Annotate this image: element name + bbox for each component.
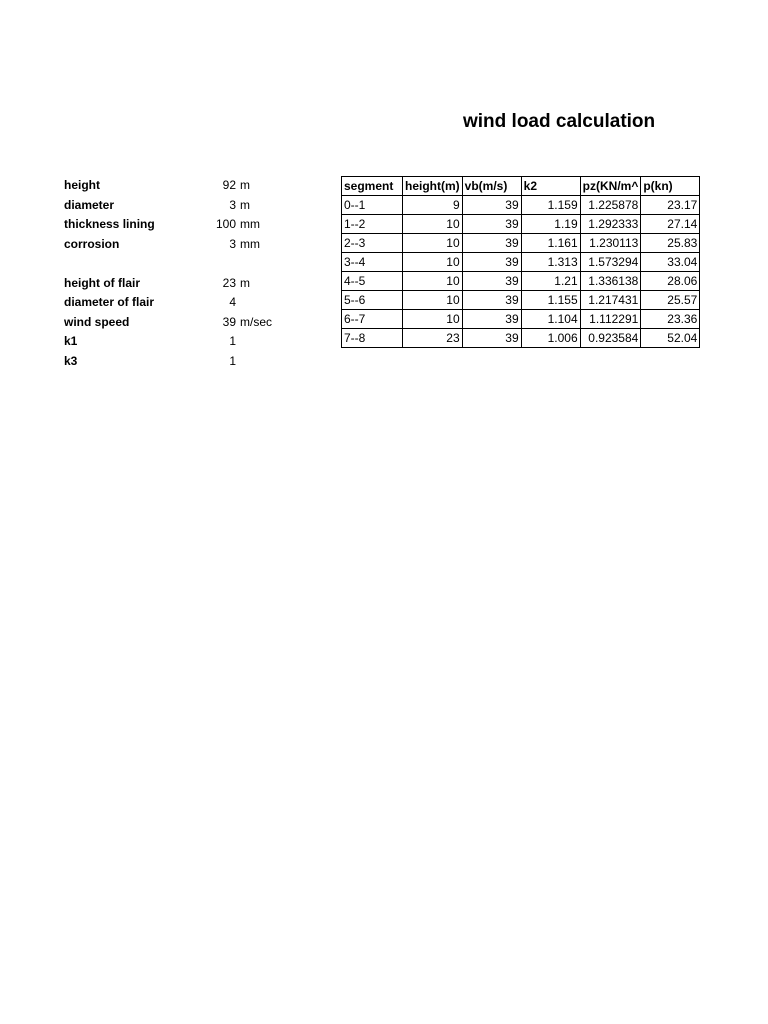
column-header: p(kn) (641, 177, 700, 196)
table-row (342, 234, 700, 253)
table-cell: 1.573294 (580, 253, 641, 272)
table-cell: 39 (462, 234, 521, 253)
table-cell: 10 (403, 291, 463, 310)
param-label: height (64, 178, 100, 192)
param-value: 23 (222, 275, 236, 290)
table-cell: 0.923584 (580, 329, 641, 348)
param-value: 3 (229, 197, 236, 212)
table-cell: 1.292333 (580, 215, 641, 234)
param-value: 1 (229, 334, 236, 348)
table-cell: 1.159 (521, 196, 580, 215)
table-cell: 1.006 (521, 329, 580, 348)
column-header: height(m) (403, 177, 463, 196)
table-cell: 10 (403, 234, 463, 253)
table-cell: 39 (462, 291, 521, 310)
table-cell: 0--1 (342, 196, 403, 215)
table-cell: 4--5 (342, 272, 403, 291)
param-unit: m/sec (240, 314, 273, 329)
table-cell: 1.104 (521, 310, 580, 329)
param-label: k1 (64, 334, 78, 348)
table-cell: 23 (403, 329, 463, 348)
param-unit: mm (240, 217, 260, 231)
table-row (342, 215, 700, 234)
param-unit: mm (240, 236, 260, 251)
param-unit: m (240, 275, 250, 290)
table-cell: 28.06 (641, 272, 700, 291)
table-row (342, 329, 700, 348)
table-cell: 23.17 (641, 196, 700, 215)
table-cell: 1.21 (521, 272, 580, 291)
table-cell: 3--4 (342, 253, 403, 272)
table-cell: 39 (462, 272, 521, 291)
table-cell: 1--2 (342, 215, 403, 234)
param-unit: m (240, 197, 250, 212)
column-header: pz(KN/m^ (580, 177, 641, 196)
param-label: height of flair (64, 275, 140, 290)
param-value: 3 (229, 236, 236, 251)
param-label: wind speed (64, 314, 130, 329)
table-cell: 39 (462, 329, 521, 348)
segment-table (341, 176, 700, 348)
param-label: diameter of flair (64, 295, 155, 309)
table-cell: 9 (403, 196, 463, 215)
table-row (342, 272, 700, 291)
column-header: vb(m/s) (462, 177, 521, 196)
table-cell: 10 (403, 253, 463, 272)
table-cell: 10 (403, 215, 463, 234)
param-value: 92 (222, 178, 236, 192)
table-cell: 52.04 (641, 329, 700, 348)
param-value: 100 (215, 217, 236, 231)
table-cell: 25.83 (641, 234, 700, 253)
table-row (342, 253, 700, 272)
param-label: thickness lining (64, 217, 155, 231)
table-cell: 1.19 (521, 215, 580, 234)
table-cell: 1.217431 (580, 291, 641, 310)
table-cell: 23.36 (641, 310, 700, 329)
table-cell: 1.336138 (580, 272, 641, 291)
table-cell: 1.225878 (580, 196, 641, 215)
table-cell: 10 (403, 310, 463, 329)
table-cell: 2--3 (342, 234, 403, 253)
table-cell: 5--6 (342, 291, 403, 310)
param-label: diameter (64, 197, 115, 212)
table-cell: 6--7 (342, 310, 403, 329)
page-title: wind load calculation (463, 111, 656, 132)
table-row (342, 310, 700, 329)
table-cell: 33.04 (641, 253, 700, 272)
param-label: k3 (64, 353, 78, 368)
table-cell: 10 (403, 272, 463, 291)
table-cell: 1.313 (521, 253, 580, 272)
table-cell: 39 (462, 196, 521, 215)
table-cell: 1.230113 (580, 234, 641, 253)
table-cell: 39 (462, 215, 521, 234)
table-cell: 27.14 (641, 215, 700, 234)
param-value: 39 (222, 314, 236, 329)
param-label: corrosion (64, 236, 120, 251)
table-cell: 39 (462, 310, 521, 329)
param-value: 1 (229, 353, 236, 368)
table-cell: 39 (462, 253, 521, 272)
column-header: k2 (521, 177, 580, 196)
table-row (342, 196, 700, 215)
table-cell: 1.155 (521, 291, 580, 310)
table-row (342, 291, 700, 310)
table-cell: 7--8 (342, 329, 403, 348)
table-cell: 1.161 (521, 234, 580, 253)
param-unit: m (240, 178, 250, 192)
table-cell: 25.57 (641, 291, 700, 310)
table-header-row (342, 177, 700, 196)
column-header: segment (342, 177, 403, 196)
param-value: 4 (229, 295, 236, 309)
table-cell: 1.112291 (580, 310, 641, 329)
